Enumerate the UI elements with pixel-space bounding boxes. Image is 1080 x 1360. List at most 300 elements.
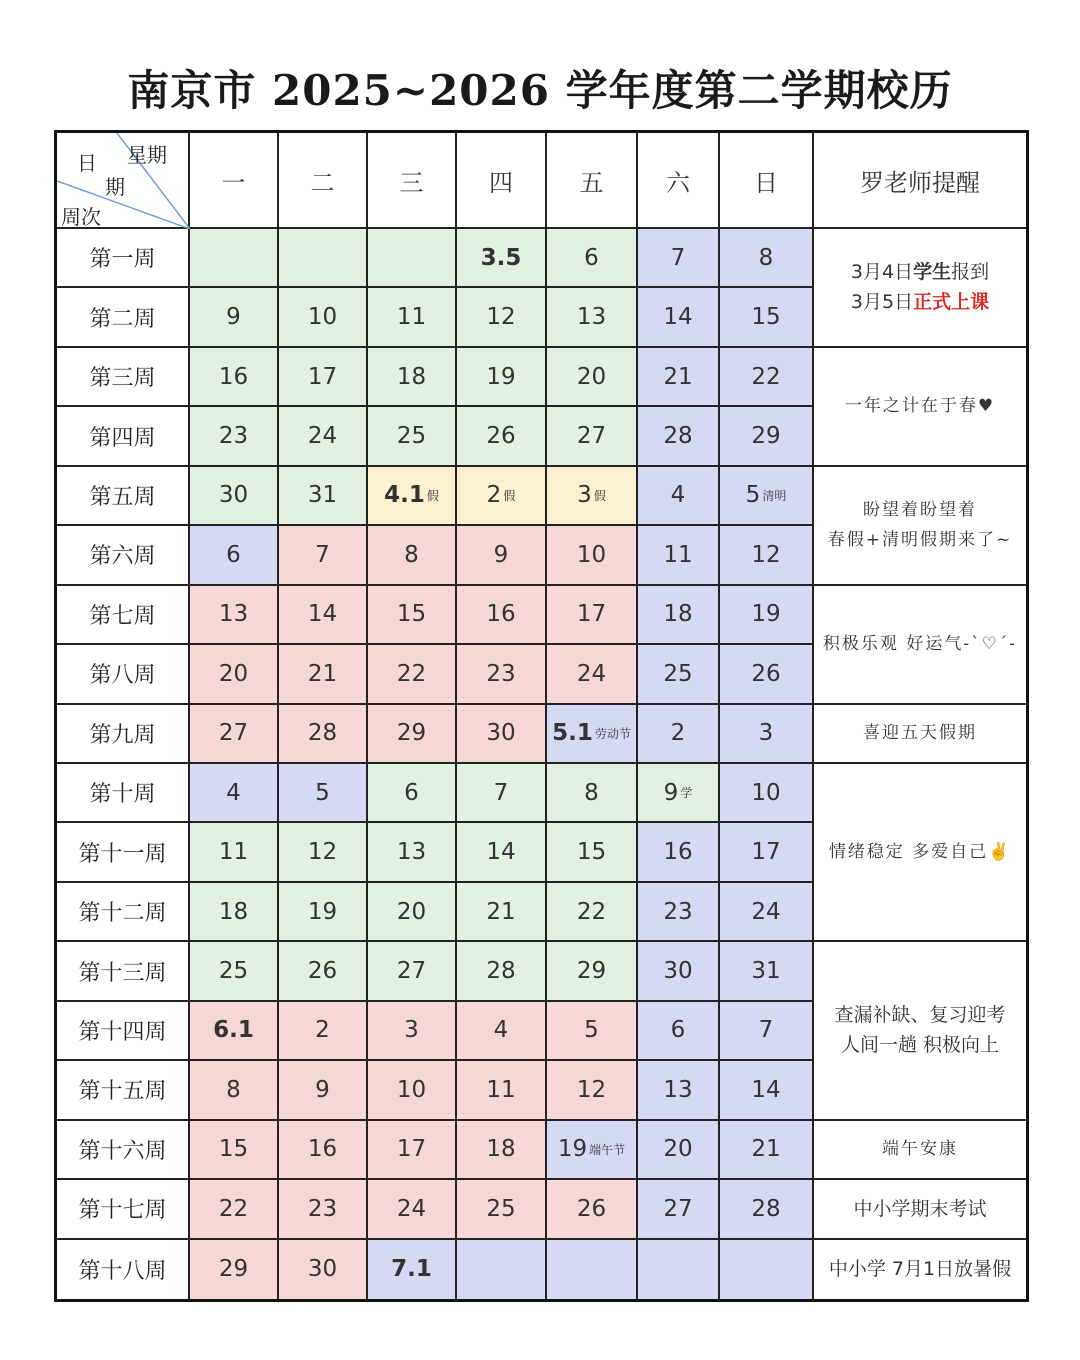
reminder-note — [814, 1121, 1026, 1180]
date-value: 27 — [576, 423, 607, 450]
date-value: 17 — [307, 363, 338, 390]
date-cell — [720, 526, 814, 585]
date-tag: 学 — [680, 786, 693, 801]
date-value: 24 — [576, 660, 607, 687]
week-label: 第十二周 — [57, 883, 190, 942]
date-cell — [720, 823, 814, 882]
reminder-segment: 人间一趟 积极向上 — [840, 1034, 1000, 1057]
date-tag: 假 — [426, 489, 439, 504]
date-cell — [720, 705, 814, 764]
reminder-line — [851, 257, 989, 287]
reminder-line — [834, 1030, 1005, 1060]
reminder-text — [882, 1134, 958, 1164]
date-value: 16 — [486, 601, 516, 628]
reminder-note — [814, 942, 1026, 1120]
date-cell — [457, 526, 547, 585]
date-cell — [190, 764, 279, 823]
date-value: 13 — [218, 601, 249, 628]
date-value: 5 — [315, 779, 330, 806]
date-value: 20 — [218, 660, 249, 687]
date-value: 18 — [663, 601, 693, 628]
date-cell — [279, 407, 368, 466]
date-value: 8 — [226, 1076, 241, 1103]
date-value: 2 — [315, 1017, 330, 1044]
date-cell — [457, 883, 547, 942]
date-cell — [190, 1240, 279, 1299]
date-value: 31 — [751, 958, 781, 985]
date-value: 7 — [670, 244, 686, 271]
date-value: 28 — [307, 720, 338, 747]
date-value: 11 — [663, 541, 693, 568]
date-cell — [457, 764, 547, 823]
date-value: 22 — [218, 1195, 249, 1222]
date-cell — [279, 229, 368, 288]
header-day-1: 一 — [190, 133, 279, 229]
reminder-line — [882, 1134, 958, 1164]
week-label: 第十六周 — [57, 1121, 190, 1180]
date-value: 8 — [584, 779, 599, 806]
date-cell — [457, 586, 547, 645]
date-value: 23 — [486, 660, 516, 687]
date-cell — [547, 288, 638, 347]
reminder-note — [814, 348, 1026, 467]
date-value: 26 — [576, 1195, 607, 1222]
date-cell — [720, 1121, 814, 1180]
date-cell — [720, 348, 814, 407]
date-cell — [279, 1121, 368, 1180]
date-value: 19 — [486, 363, 516, 390]
date-cell — [190, 467, 279, 526]
date-tag: 端午节 — [589, 1143, 626, 1158]
corner-header-cell — [57, 133, 190, 229]
date-cell — [368, 705, 457, 764]
date-value: 12 — [307, 839, 338, 866]
week-label: 第九周 — [57, 705, 190, 764]
date-cell — [368, 942, 457, 1001]
date-value: 11 — [218, 839, 249, 866]
reminder-note — [814, 1180, 1026, 1239]
date-value: 2 — [486, 482, 502, 509]
date-cell — [190, 1121, 279, 1180]
corner-label-ri: 日 — [77, 151, 97, 175]
date-value: 28 — [751, 1195, 781, 1222]
reminder-line — [851, 287, 989, 317]
date-cell — [720, 942, 814, 1001]
date-value: 20 — [576, 363, 607, 390]
date-value: 25 — [218, 958, 249, 985]
reminder-line — [863, 718, 977, 748]
date-value: 24 — [307, 423, 338, 450]
date-cell — [638, 823, 720, 882]
date-value: 15 — [218, 1136, 249, 1163]
date-cell — [279, 586, 368, 645]
reminder-segment: 情绪稳定 多爱自己✌ — [828, 842, 1012, 863]
date-cell — [457, 823, 547, 882]
date-value: 8 — [758, 244, 774, 271]
date-cell — [279, 1061, 368, 1120]
date-value: 11 — [396, 304, 427, 331]
date-cell — [279, 823, 368, 882]
date-value: 5.1 — [552, 720, 593, 747]
date-value: 25 — [663, 660, 693, 687]
date-cell — [457, 288, 547, 347]
calendar-table — [54, 130, 1029, 1302]
date-value: 10 — [396, 1076, 427, 1103]
week-label: 第一周 — [57, 229, 190, 288]
date-value: 13 — [576, 304, 607, 331]
header-day-6: 六 — [638, 133, 720, 229]
date-cell — [638, 288, 720, 347]
date-value: 21 — [486, 898, 516, 925]
date-value: 28 — [663, 423, 693, 450]
date-cell — [638, 645, 720, 704]
date-cell — [638, 705, 720, 764]
date-value: 16 — [218, 363, 249, 390]
date-cell — [720, 407, 814, 466]
date-value: 15 — [396, 601, 427, 628]
date-value: 10 — [576, 541, 607, 568]
date-value: 15 — [576, 839, 607, 866]
corner-label-weekday: 星期 — [127, 143, 167, 167]
corner-label-week: 周次 — [61, 205, 101, 229]
date-value: 22 — [396, 660, 427, 687]
date-value: 14 — [663, 304, 693, 331]
date-cell — [190, 586, 279, 645]
date-cell — [368, 823, 457, 882]
date-value: 7 — [758, 1017, 774, 1044]
reminder-note — [814, 705, 1026, 764]
date-value: 30 — [218, 482, 249, 509]
date-cell — [547, 586, 638, 645]
date-cell — [368, 1061, 457, 1120]
reminder-segment: 学生 — [913, 261, 952, 284]
week-label: 第十周 — [57, 764, 190, 823]
date-cell — [547, 1240, 638, 1299]
reminder-text — [851, 257, 989, 317]
date-value: 9 — [226, 304, 241, 331]
date-value: 26 — [751, 660, 781, 687]
date-cell — [279, 348, 368, 407]
reminder-segment: 中小学期末考试 — [853, 1197, 987, 1220]
date-value: 29 — [576, 958, 607, 985]
date-cell — [720, 883, 814, 942]
week-label: 第十四周 — [57, 1002, 190, 1061]
reminder-note — [814, 764, 1026, 942]
date-value: 5 — [745, 482, 761, 509]
reminder-note — [814, 467, 1026, 586]
date-cell — [190, 823, 279, 882]
date-value: 24 — [396, 1195, 427, 1222]
header-day-4: 四 — [457, 133, 547, 229]
date-cell — [368, 407, 457, 466]
date-value: 15 — [751, 304, 781, 331]
date-cell — [368, 1180, 457, 1239]
date-cell — [638, 1240, 720, 1299]
date-cell — [638, 526, 720, 585]
date-tag: 假 — [593, 489, 606, 504]
reminder-line — [828, 495, 1013, 525]
date-cell — [720, 467, 814, 526]
reminder-line — [853, 1194, 986, 1224]
date-value: 10 — [307, 304, 338, 331]
date-value: 29 — [218, 1256, 249, 1283]
week-label: 第六周 — [57, 526, 190, 585]
reminder-note — [814, 229, 1026, 348]
date-value: 12 — [576, 1076, 607, 1103]
date-value: 6 — [226, 541, 241, 568]
date-value: 28 — [486, 958, 516, 985]
date-value: 6 — [584, 244, 599, 271]
date-cell — [190, 1061, 279, 1120]
date-value: 9 — [663, 779, 679, 806]
week-label: 第七周 — [57, 586, 190, 645]
date-cell — [368, 288, 457, 347]
date-cell — [190, 288, 279, 347]
reminder-segment: 正式上课 — [913, 291, 990, 314]
header-day-7: 日 — [720, 133, 814, 229]
date-cell — [457, 229, 547, 288]
week-label: 第二周 — [57, 288, 190, 347]
date-value: 24 — [751, 898, 781, 925]
date-cell — [190, 407, 279, 466]
reminder-text — [829, 1254, 1011, 1284]
date-value: 13 — [663, 1076, 693, 1103]
date-value: 21 — [751, 1136, 781, 1163]
reminder-text — [845, 391, 995, 421]
date-value: 14 — [486, 839, 516, 866]
date-cell — [368, 1002, 457, 1061]
date-cell — [457, 645, 547, 704]
date-cell — [457, 1240, 547, 1299]
date-cell — [638, 764, 720, 823]
date-cell — [547, 1061, 638, 1120]
date-tag: 劳动节 — [594, 726, 631, 741]
date-value: 17 — [576, 601, 607, 628]
date-cell — [279, 764, 368, 823]
date-value: 29 — [396, 720, 427, 747]
date-cell — [547, 526, 638, 585]
date-cell — [190, 645, 279, 704]
date-value: 22 — [751, 363, 781, 390]
date-cell — [720, 645, 814, 704]
date-cell — [190, 883, 279, 942]
date-cell — [638, 1180, 720, 1239]
date-cell — [547, 764, 638, 823]
date-value: 17 — [396, 1136, 427, 1163]
reminder-text — [823, 629, 1017, 659]
date-value: 4 — [226, 779, 241, 806]
date-value: 9 — [493, 541, 509, 568]
reminder-line — [823, 629, 1017, 659]
week-label: 第十三周 — [57, 942, 190, 1001]
date-value: 18 — [218, 898, 249, 925]
reminder-segment: 积极乐观 好运气-`♡´- — [822, 634, 1018, 655]
header-notes-title: 罗老师提醒 — [814, 133, 1026, 229]
date-cell — [457, 705, 547, 764]
reminder-line — [834, 1000, 1005, 1030]
date-tag: 假 — [503, 489, 516, 504]
date-cell — [368, 586, 457, 645]
date-cell — [547, 467, 638, 526]
corner-label-qi: 期 — [105, 175, 125, 199]
date-value: 21 — [663, 363, 693, 390]
date-value: 10 — [751, 779, 781, 806]
reminder-segment: 中小学 7月1日放暑假 — [828, 1258, 1012, 1281]
date-cell — [368, 526, 457, 585]
reminder-line — [845, 391, 995, 421]
date-value: 4 — [493, 1017, 509, 1044]
date-cell — [457, 1002, 547, 1061]
date-value: 19 — [307, 898, 338, 925]
date-value: 31 — [307, 482, 338, 509]
date-cell — [279, 1240, 368, 1299]
date-cell — [368, 467, 457, 526]
date-value: 7 — [315, 541, 330, 568]
date-value: 20 — [396, 898, 427, 925]
date-value: 4.1 — [384, 482, 425, 509]
date-cell — [720, 764, 814, 823]
date-cell — [368, 1240, 457, 1299]
date-cell — [457, 1180, 547, 1239]
date-cell — [279, 288, 368, 347]
date-cell — [279, 883, 368, 942]
date-value: 14 — [307, 601, 338, 628]
date-cell — [190, 348, 279, 407]
date-cell — [547, 229, 638, 288]
week-label: 第八周 — [57, 645, 190, 704]
date-cell — [638, 883, 720, 942]
date-cell — [368, 348, 457, 407]
date-value: 8 — [404, 541, 419, 568]
date-cell — [547, 1002, 638, 1061]
date-cell — [547, 705, 638, 764]
date-value: 23 — [663, 898, 693, 925]
date-cell — [368, 229, 457, 288]
date-cell — [720, 288, 814, 347]
reminder-segment: 报到 — [951, 261, 990, 284]
reminder-note — [814, 586, 1026, 705]
date-cell — [547, 348, 638, 407]
date-value: 23 — [218, 423, 249, 450]
date-value: 23 — [307, 1195, 338, 1222]
date-cell — [368, 645, 457, 704]
date-value: 16 — [663, 839, 693, 866]
date-cell — [190, 229, 279, 288]
date-value: 12 — [751, 541, 781, 568]
date-cell — [720, 586, 814, 645]
date-value: 27 — [396, 958, 427, 985]
date-value: 3 — [577, 482, 592, 509]
date-value: 27 — [218, 720, 249, 747]
date-value: 30 — [663, 958, 693, 985]
date-cell — [638, 229, 720, 288]
date-cell — [457, 348, 547, 407]
header-day-3: 三 — [368, 133, 457, 229]
date-cell — [638, 942, 720, 1001]
reminder-text — [828, 495, 1013, 555]
date-cell — [638, 1061, 720, 1120]
date-cell — [190, 942, 279, 1001]
date-value: 3.5 — [480, 244, 522, 271]
date-cell — [547, 942, 638, 1001]
date-value: 12 — [486, 304, 516, 331]
date-value: 5 — [584, 1017, 599, 1044]
date-value: 9 — [315, 1076, 330, 1103]
date-value: 20 — [663, 1136, 693, 1163]
reminder-segment: 3月5日 — [850, 291, 914, 314]
date-value: 21 — [307, 660, 338, 687]
date-cell — [720, 1002, 814, 1061]
date-cell — [457, 1121, 547, 1180]
date-value: 19 — [751, 601, 781, 628]
reminder-text — [834, 1000, 1005, 1060]
date-cell — [638, 586, 720, 645]
date-cell — [638, 1121, 720, 1180]
week-label: 第三周 — [57, 348, 190, 407]
date-value: 26 — [486, 423, 516, 450]
date-value: 13 — [396, 839, 427, 866]
page-title: 南京市 2025~2026 学年度第二学期校历 — [127, 66, 953, 115]
date-cell — [638, 1002, 720, 1061]
date-cell — [368, 1121, 457, 1180]
date-cell — [190, 1002, 279, 1061]
date-cell — [720, 229, 814, 288]
reminder-segment: 春假+清明假期来了~ — [827, 530, 1013, 551]
date-value: 17 — [751, 839, 781, 866]
date-cell — [457, 407, 547, 466]
date-cell — [279, 705, 368, 764]
date-cell — [457, 1061, 547, 1120]
date-value: 3 — [758, 720, 774, 747]
date-value: 7.1 — [391, 1256, 432, 1283]
week-label: 第十一周 — [57, 823, 190, 882]
week-label: 第四周 — [57, 407, 190, 466]
date-cell — [720, 1061, 814, 1120]
date-value: 18 — [486, 1136, 516, 1163]
date-value: 27 — [663, 1195, 693, 1222]
header-day-5: 五 — [547, 133, 638, 229]
date-value: 30 — [307, 1256, 338, 1283]
date-value: 4 — [670, 482, 686, 509]
week-label: 第十五周 — [57, 1061, 190, 1120]
week-label: 第十七周 — [57, 1180, 190, 1239]
date-value: 18 — [396, 363, 427, 390]
date-cell — [457, 942, 547, 1001]
date-tag: 清明 — [762, 489, 787, 504]
date-cell — [279, 1180, 368, 1239]
date-cell — [720, 1240, 814, 1299]
date-cell — [190, 705, 279, 764]
date-cell — [547, 645, 638, 704]
reminder-text — [853, 1194, 986, 1224]
date-cell — [547, 1180, 638, 1239]
reminder-line — [829, 837, 1012, 867]
date-cell — [547, 823, 638, 882]
date-cell — [720, 1180, 814, 1239]
date-cell — [368, 883, 457, 942]
date-cell — [368, 764, 457, 823]
week-label: 第五周 — [57, 467, 190, 526]
date-value: 25 — [396, 423, 427, 450]
date-cell — [279, 467, 368, 526]
date-cell — [279, 942, 368, 1001]
date-cell — [190, 526, 279, 585]
date-value: 6 — [670, 1017, 686, 1044]
reminder-line — [829, 1254, 1011, 1284]
date-value: 7 — [493, 779, 509, 806]
date-value: 3 — [404, 1017, 419, 1044]
reminder-note — [814, 1240, 1026, 1299]
